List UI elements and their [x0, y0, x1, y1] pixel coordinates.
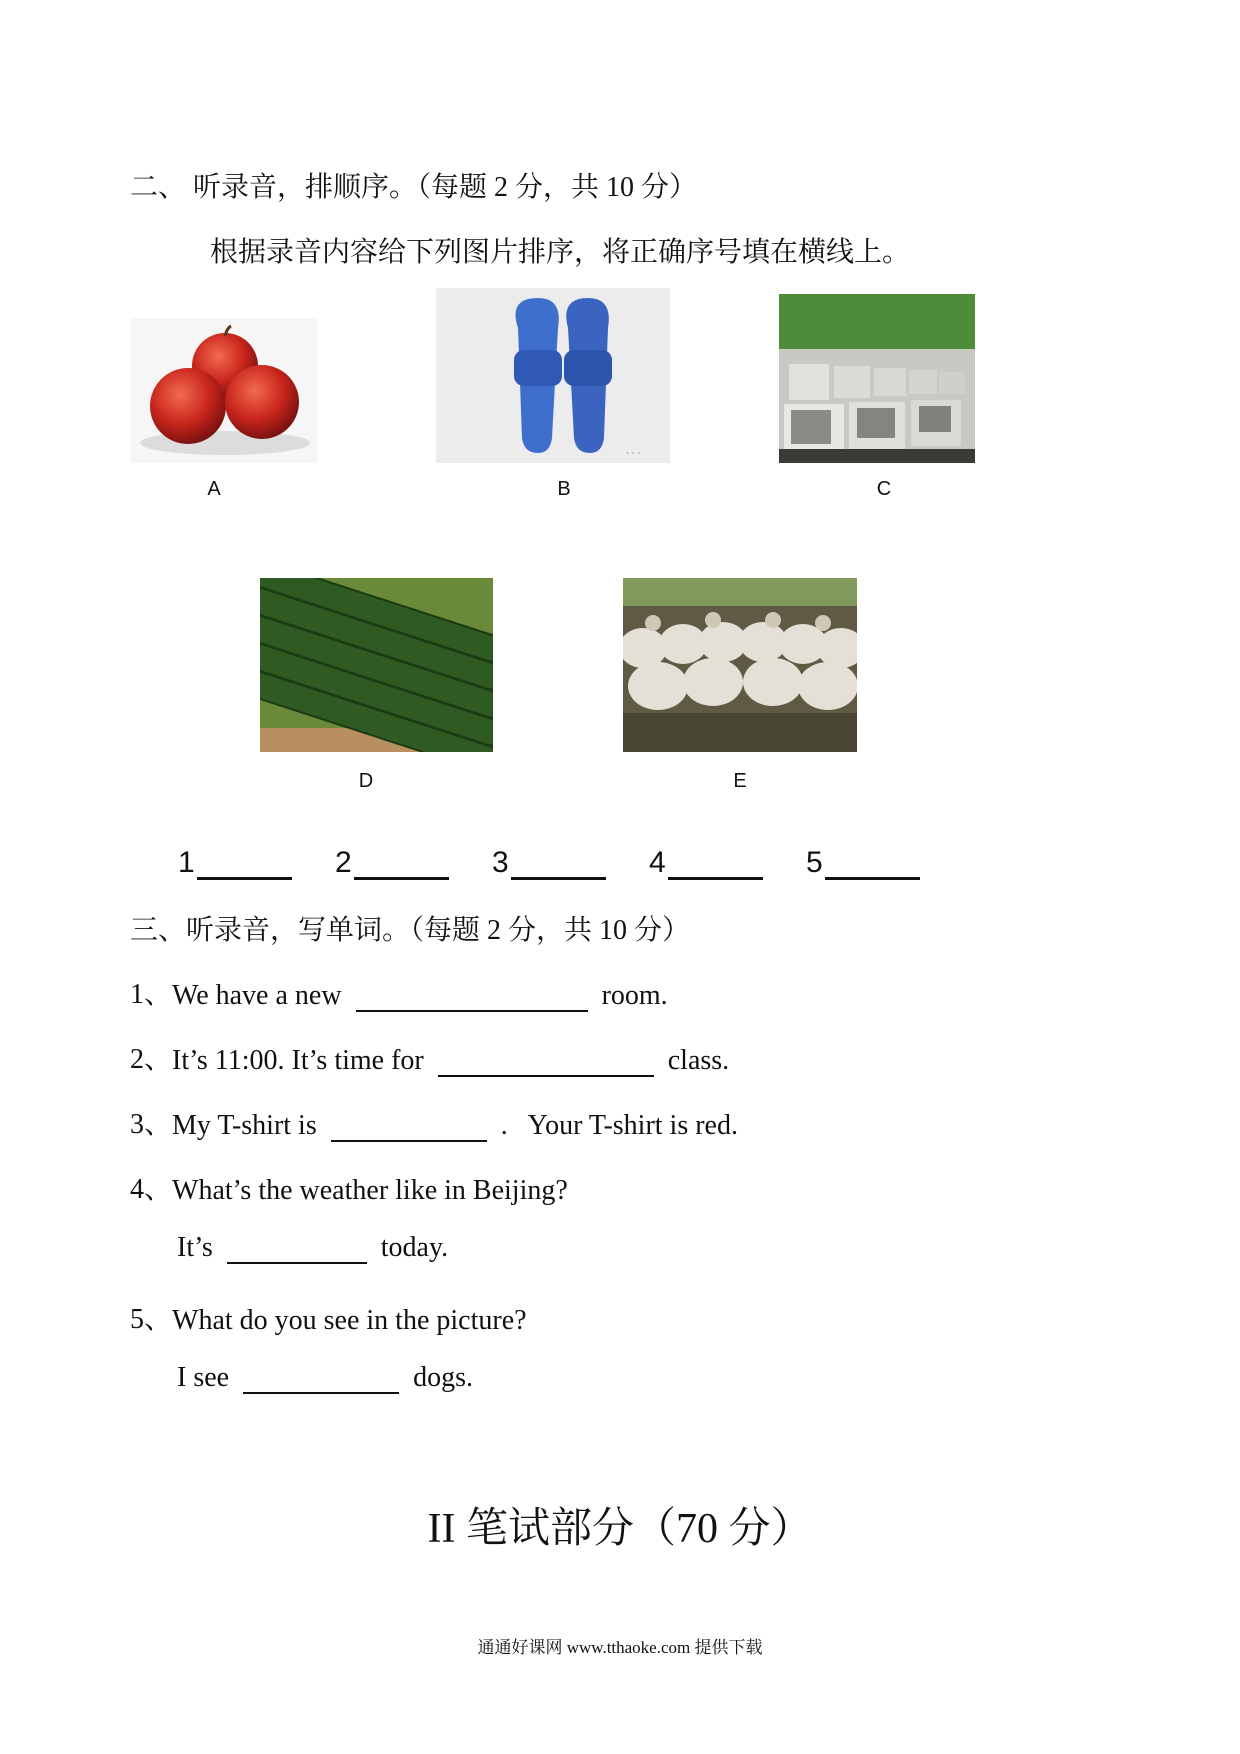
order-answer-line[interactable]: [197, 849, 292, 880]
answer-blank[interactable]: [331, 1114, 487, 1142]
question-text-after: . Your T-shirt is red.: [500, 1110, 738, 1141]
cucumbers-image: [260, 578, 493, 752]
question-text-after: dogs.: [413, 1362, 473, 1393]
question-4: [130, 1167, 568, 1207]
answer-blank[interactable]: [227, 1236, 367, 1264]
question-text-after: room.: [601, 980, 668, 1011]
question-text-after: class.: [667, 1045, 730, 1076]
question-text-before: My T-shirt is: [172, 1110, 317, 1141]
question-text-after: today.: [380, 1232, 449, 1263]
page-footer: 通通好课网 www.tthaoke.com 提供下载: [477, 1638, 763, 1657]
image-label-c: C: [876, 478, 892, 500]
order-answer-line[interactable]: [825, 849, 920, 880]
order-answer-line[interactable]: [354, 849, 449, 880]
question-number: 4、: [130, 1174, 173, 1205]
apples-image: [130, 318, 318, 463]
question-4-answer: [177, 1232, 448, 1264]
question-2: [130, 1037, 729, 1077]
order-number: 1: [178, 846, 195, 879]
image-label-a: A: [207, 478, 221, 500]
order-answer-line[interactable]: [668, 849, 763, 880]
sheep-image: [623, 578, 857, 752]
svg-text:· · ·: · · ·: [626, 449, 641, 459]
image-label-b: B: [557, 478, 571, 500]
question-text-before: We have a new: [172, 980, 342, 1011]
question-number: 3、: [130, 1109, 173, 1140]
question-text: What’s the weather like in Beijing?: [172, 1175, 568, 1206]
order-blank-5[interactable]: [806, 846, 920, 880]
question-text: What do you see in the picture?: [172, 1305, 527, 1336]
order-blank-4[interactable]: [649, 846, 763, 880]
part-2-heading: II 笔试部分（70 分）: [427, 1506, 813, 1552]
answer-blank[interactable]: [438, 1049, 654, 1077]
question-5-answer: [177, 1362, 473, 1394]
order-blank-1[interactable]: [178, 846, 292, 880]
image-label-e: E: [733, 770, 747, 792]
question-number: 2、: [130, 1044, 173, 1075]
order-number: 5: [806, 846, 823, 879]
question-number: 5、: [130, 1304, 173, 1335]
order-blank-3[interactable]: [492, 846, 606, 880]
question-text-before: I see: [177, 1362, 230, 1393]
section-2-title: 二、 听录音，排顺序。（每题 2 分，共 10 分）: [130, 172, 698, 203]
order-blank-2[interactable]: [335, 846, 449, 880]
order-number: 2: [335, 846, 352, 879]
answer-blank[interactable]: [356, 984, 588, 1012]
answer-blank[interactable]: [243, 1366, 399, 1394]
question-1: [130, 972, 668, 1012]
question-3: [130, 1102, 738, 1142]
question-text-before: It’s 11:00. It’s time for: [172, 1045, 424, 1076]
section-2-instruction: 根据录音内容给下列图片排序，将正确序号填在横线上。: [210, 237, 911, 268]
computer-room-image: [779, 294, 975, 463]
order-number: 3: [492, 846, 509, 879]
section-3-title: 三、听录音，写单词。（每题 2 分，共 10 分）: [130, 915, 691, 946]
order-answer-line[interactable]: [511, 849, 606, 880]
question-number: 1、: [130, 979, 173, 1010]
question-text-before: It’s: [177, 1232, 213, 1263]
slippers-image: [436, 288, 670, 463]
order-number: 4: [649, 846, 666, 879]
question-5: [130, 1297, 527, 1337]
image-label-d: D: [358, 770, 374, 792]
